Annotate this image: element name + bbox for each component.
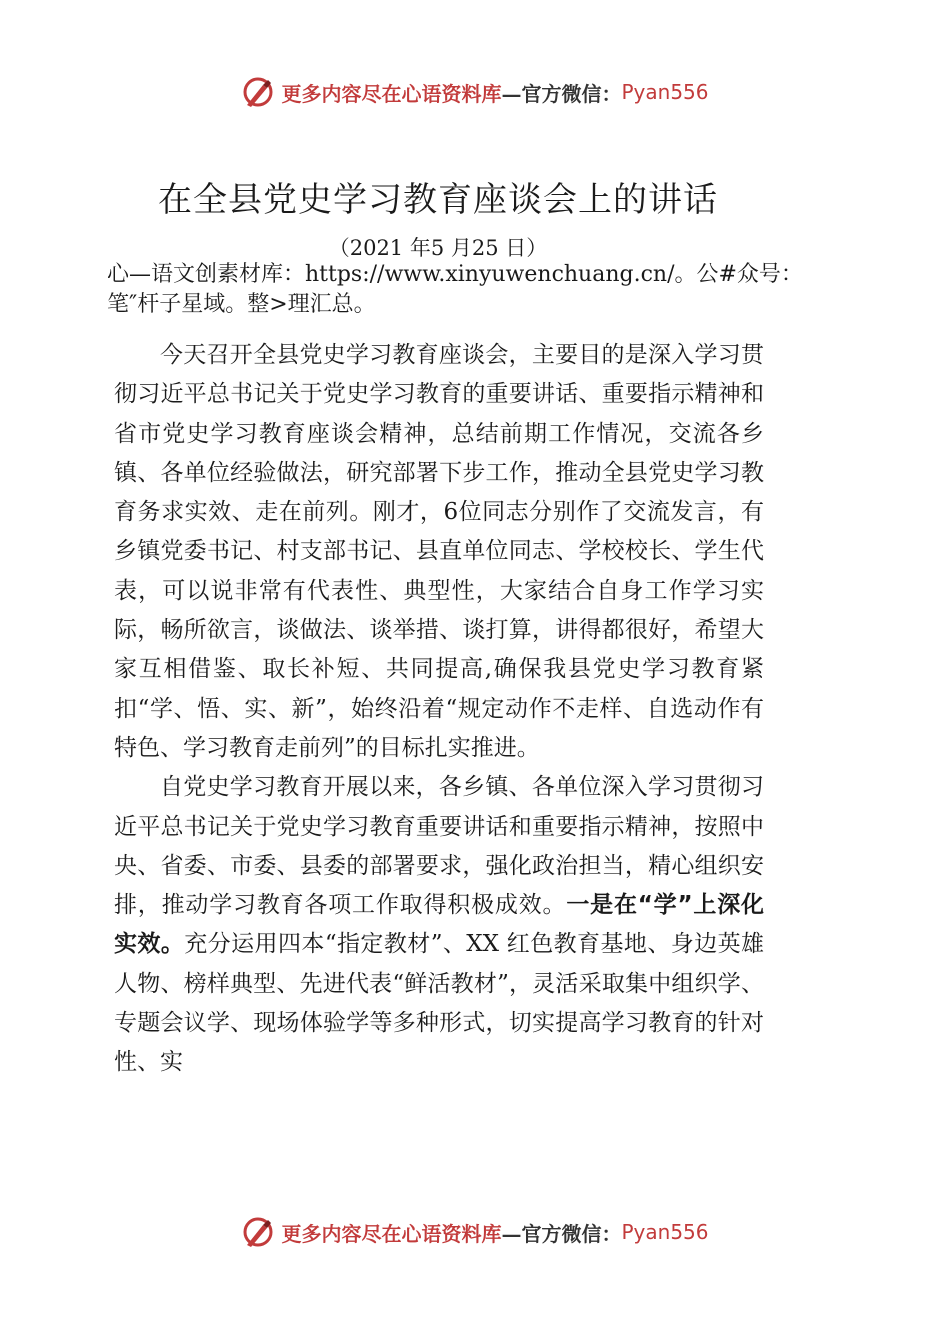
banner-wechat-id: Pyan556 — [621, 80, 709, 104]
document-title: 在全县党史学习教育座谈会上的讲话 — [158, 180, 718, 220]
banner-library-text: 更多内容尽在心语资料库 — [281, 1221, 502, 1246]
pen-ring-logo-icon — [241, 75, 275, 109]
footer-banner — [0, 1210, 950, 1254]
paragraph: 今天召开全县党史学习教育座谈会，主要目的是深入学习贯彻习近平总书记关于党史学习教育的重要讲话、重要指示精神和省市党史学习教育座谈会精神，总结前期工作情况，交流各乡镇、各单位经验做法，研究部署下步工作，推动全县党史学习教育务求实效、走在前列。刚才，6位同志分别作了交流发言，有乡镇党委书记、村支部书记、县直单位同志、学校校长、学生代表，可以说非常有代表性、典型性，大家结合自身工作学习实际，畅所欲言，谈做法、谈举措、谈打算，讲得都很好，希望大家互相借鉴、取长补短、共同提高,确保我县党史学习教育紧扣“学、悟、实、新”，始终沿着“规定动作不走样、自选动作有特色、学习教育走前列”的目标扎实推进。 — [114, 342, 764, 761]
pen-ring-logo-icon — [241, 1215, 275, 1249]
source-note: 心—语文创素材库：https://www.xinyuwenchuang.cn/。公#众号：笔″杆子星域。整>理汇总。 — [107, 262, 803, 317]
header-banner — [0, 70, 950, 114]
document-body — [114, 336, 764, 1083]
banner-wechat-id: Pyan556 — [621, 1220, 709, 1244]
banner-wechat-label: —官方微信： — [501, 1221, 622, 1246]
banner-library-text: 更多内容尽在心语资料库 — [281, 81, 502, 106]
paragraph-intro: 自党史学习教育开展以来，各乡镇、各单位深入学习贯彻习近平总书记关于党史学习教育重要讲话和重要指示精神，按照中央、省委、市委、县委的部署要求，强化政治担当，精心组织安排，推动学习教育各项工作取得积极成效。 — [114, 774, 764, 919]
document-date: （2021 年5 月25 日） — [328, 236, 548, 260]
paragraph-rest: 充分运用四本“指定教材”、XX 红色教育基地、身边英雄人物、榜样典型、先进代表“鲜活教材”，灵活采取集中组织学、专题会议学、现场体验学等多种形式，切实提高学习教育的针对性、实 — [114, 931, 765, 1076]
banner-wechat-label: —官方微信： — [501, 81, 622, 106]
paragraph — [114, 768, 764, 1082]
bold-lead-text: 一是在“学”上深化实效。 — [114, 892, 765, 958]
